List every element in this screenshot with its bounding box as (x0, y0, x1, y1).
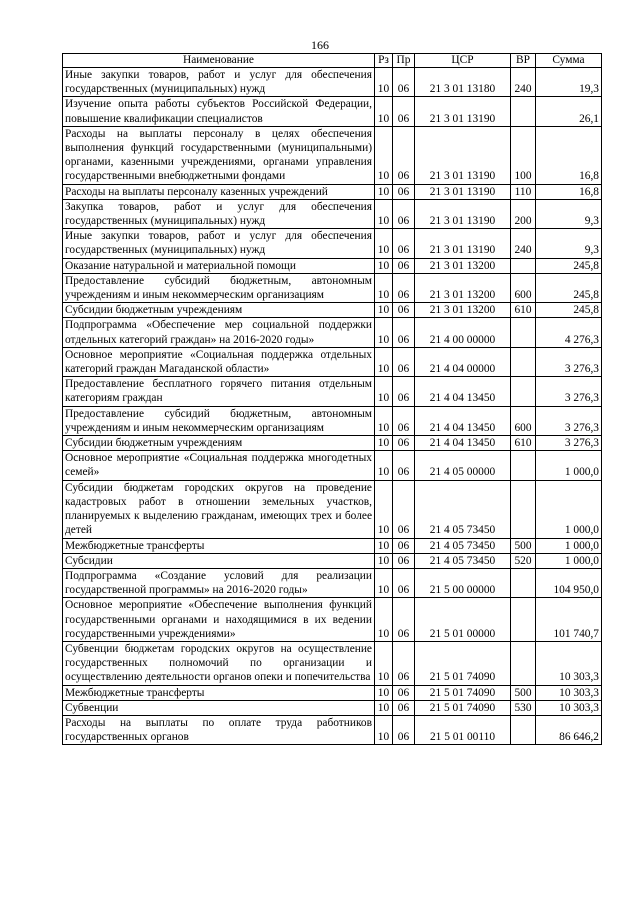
row-vr (511, 377, 536, 406)
row-csr: 21 3 01 13190 (415, 199, 511, 228)
row-name: Предоставление бесплатного горячего питания отдельным категориям граждан (63, 377, 375, 406)
row-name: Субвенции бюджетам городских округов на осуществление государственных полномочий по организации и осуществлению деятельности органов опеки и попечительства (63, 641, 375, 685)
table-row (63, 700, 602, 715)
row-pr: 06 (393, 377, 415, 406)
table-row (63, 451, 602, 480)
row-pr: 06 (393, 715, 415, 744)
row-name: Межбюджетные трансферты (63, 538, 375, 553)
row-csr: 21 5 01 74090 (415, 685, 511, 700)
row-name: Основное мероприятие «Социальная поддержка многодетных семей» (63, 451, 375, 480)
row-pr: 06 (393, 406, 415, 435)
row-csr: 21 5 01 00110 (415, 715, 511, 744)
row-pr: 06 (393, 347, 415, 376)
row-vr: 600 (511, 273, 536, 302)
row-name: Субсидии бюджетным учреждениям (63, 436, 375, 451)
row-name: Изучение опыта работы субъектов Российской Федерации, повышение квалификации специалистов (63, 97, 375, 126)
row-csr: 21 3 01 13180 (415, 68, 511, 97)
row-sum: 4 276,3 (536, 318, 602, 347)
row-vr (511, 97, 536, 126)
row-name: Предоставление субсидий бюджетным, автономным учреждениям и иным некоммерческим организациям (63, 273, 375, 302)
row-rz: 10 (375, 568, 393, 597)
row-pr: 06 (393, 451, 415, 480)
row-pr: 06 (393, 538, 415, 553)
table-row (63, 199, 602, 228)
table-header-row (63, 54, 602, 68)
row-rz: 10 (375, 199, 393, 228)
row-rz: 10 (375, 303, 393, 318)
row-vr: 500 (511, 685, 536, 700)
header-csr: ЦСР (415, 54, 511, 68)
row-vr: 530 (511, 700, 536, 715)
row-sum: 3 276,3 (536, 347, 602, 376)
table-row (63, 480, 602, 538)
header-name: Наименование (63, 54, 375, 68)
row-name: Иные закупки товаров, работ и услуг для обеспечения государственных (муниципальных) нужд (63, 68, 375, 97)
row-vr (511, 480, 536, 538)
row-pr: 06 (393, 641, 415, 685)
table-row (63, 258, 602, 273)
row-sum: 101 740,7 (536, 598, 602, 642)
row-rz: 10 (375, 97, 393, 126)
row-vr (511, 598, 536, 642)
row-vr (511, 568, 536, 597)
row-pr: 06 (393, 97, 415, 126)
row-csr: 21 3 01 13190 (415, 126, 511, 184)
row-rz: 10 (375, 406, 393, 435)
row-pr: 06 (393, 126, 415, 184)
row-sum: 1 000,0 (536, 538, 602, 553)
table-row (63, 436, 602, 451)
table-row (63, 685, 602, 700)
row-vr: 610 (511, 436, 536, 451)
row-sum: 245,8 (536, 303, 602, 318)
row-vr: 200 (511, 199, 536, 228)
row-csr: 21 4 04 00000 (415, 347, 511, 376)
row-sum: 245,8 (536, 258, 602, 273)
row-sum: 19,3 (536, 68, 602, 97)
header-rz: Рз (375, 54, 393, 68)
row-name: Предоставление субсидий бюджетным, автономным учреждениям и иным некоммерческим организациям (63, 406, 375, 435)
row-name: Подпрограмма «Создание условий для реализации государственной программы» на 2016-2020 годы» (63, 568, 375, 597)
row-name: Субсидии бюджетам городских округов на проведение кадастровых работ в отношении земельных участков, планируемых к выделению гражданам, имеющих трех и более детей (63, 480, 375, 538)
row-name: Субсидии (63, 553, 375, 568)
row-sum: 3 276,3 (536, 436, 602, 451)
row-pr: 06 (393, 436, 415, 451)
row-csr: 21 5 01 74090 (415, 700, 511, 715)
row-rz: 10 (375, 229, 393, 258)
row-name: Субвенции (63, 700, 375, 715)
row-sum: 9,3 (536, 229, 602, 258)
row-rz: 10 (375, 436, 393, 451)
row-rz: 10 (375, 258, 393, 273)
row-rz: 10 (375, 451, 393, 480)
row-csr: 21 3 01 13200 (415, 303, 511, 318)
row-csr: 21 4 05 73450 (415, 553, 511, 568)
row-rz: 10 (375, 700, 393, 715)
row-sum: 1 000,0 (536, 553, 602, 568)
row-name: Закупка товаров, работ и услуг для обеспечения государственных (муниципальных) нужд (63, 199, 375, 228)
row-vr (511, 347, 536, 376)
row-pr: 06 (393, 199, 415, 228)
row-name: Иные закупки товаров, работ и услуг для обеспечения государственных (муниципальных) нужд (63, 229, 375, 258)
header-vr: ВР (511, 54, 536, 68)
table-row (63, 318, 602, 347)
row-name: Расходы на выплаты персоналу казенных учреждений (63, 184, 375, 199)
table-row (63, 406, 602, 435)
row-sum: 26,1 (536, 97, 602, 126)
row-rz: 10 (375, 685, 393, 700)
row-vr: 600 (511, 406, 536, 435)
table-row (63, 377, 602, 406)
row-pr: 06 (393, 258, 415, 273)
row-vr (511, 258, 536, 273)
row-csr: 21 3 01 13190 (415, 229, 511, 258)
row-vr: 240 (511, 68, 536, 97)
row-pr: 06 (393, 700, 415, 715)
row-name: Оказание натуральной и материальной помощи (63, 258, 375, 273)
table-row (63, 126, 602, 184)
row-sum: 86 646,2 (536, 715, 602, 744)
table-row (63, 641, 602, 685)
row-csr: 21 5 00 00000 (415, 568, 511, 597)
row-sum: 9,3 (536, 199, 602, 228)
row-csr: 21 4 04 13450 (415, 436, 511, 451)
page-number: 166 (311, 38, 329, 52)
row-vr: 240 (511, 229, 536, 258)
row-pr: 06 (393, 303, 415, 318)
row-vr: 100 (511, 126, 536, 184)
row-csr: 21 3 01 13200 (415, 258, 511, 273)
row-name: Расходы на выплаты по оплате труда работников государственных органов (63, 715, 375, 744)
row-rz: 10 (375, 480, 393, 538)
header-pr: Пр (393, 54, 415, 68)
table-row (63, 715, 602, 744)
row-rz: 10 (375, 184, 393, 199)
row-vr (511, 641, 536, 685)
row-name: Субсидии бюджетным учреждениям (63, 303, 375, 318)
row-csr: 21 4 05 00000 (415, 451, 511, 480)
table-row (63, 184, 602, 199)
row-rz: 10 (375, 318, 393, 347)
row-pr: 06 (393, 568, 415, 597)
row-csr: 21 3 01 13200 (415, 273, 511, 302)
row-sum: 10 303,3 (536, 685, 602, 700)
row-sum: 104 950,0 (536, 568, 602, 597)
row-pr: 06 (393, 318, 415, 347)
row-pr: 06 (393, 184, 415, 199)
table-row (63, 347, 602, 376)
row-sum: 3 276,3 (536, 406, 602, 435)
row-csr: 21 5 01 00000 (415, 598, 511, 642)
row-name: Межбюджетные трансферты (63, 685, 375, 700)
table-row (63, 229, 602, 258)
row-sum: 1 000,0 (536, 451, 602, 480)
row-vr (511, 451, 536, 480)
row-name: Основное мероприятие «Социальная поддержка отдельных категорий граждан Магаданской области» (63, 347, 375, 376)
row-vr (511, 318, 536, 347)
row-vr: 610 (511, 303, 536, 318)
row-rz: 10 (375, 553, 393, 568)
row-rz: 10 (375, 598, 393, 642)
row-sum: 16,8 (536, 184, 602, 199)
row-vr: 520 (511, 553, 536, 568)
row-vr: 500 (511, 538, 536, 553)
table-row (63, 68, 602, 97)
row-rz: 10 (375, 538, 393, 553)
row-vr (511, 715, 536, 744)
row-pr: 06 (393, 480, 415, 538)
table-row (63, 273, 602, 302)
row-csr: 21 3 01 13190 (415, 184, 511, 199)
row-rz: 10 (375, 273, 393, 302)
table-row (63, 598, 602, 642)
row-csr: 21 4 05 73450 (415, 480, 511, 538)
row-rz: 10 (375, 377, 393, 406)
row-csr: 21 4 04 13450 (415, 406, 511, 435)
row-rz: 10 (375, 126, 393, 184)
row-pr: 06 (393, 229, 415, 258)
row-sum: 1 000,0 (536, 480, 602, 538)
row-csr: 21 4 04 13450 (415, 377, 511, 406)
row-pr: 06 (393, 598, 415, 642)
row-pr: 06 (393, 553, 415, 568)
row-sum: 3 276,3 (536, 377, 602, 406)
row-sum: 16,8 (536, 126, 602, 184)
row-csr: 21 4 00 00000 (415, 318, 511, 347)
budget-table (62, 53, 602, 745)
table-row (63, 538, 602, 553)
row-sum: 10 303,3 (536, 700, 602, 715)
row-pr: 06 (393, 273, 415, 302)
header-sum: Сумма (536, 54, 602, 68)
row-csr: 21 3 01 13190 (415, 97, 511, 126)
row-rz: 10 (375, 68, 393, 97)
row-rz: 10 (375, 715, 393, 744)
row-pr: 06 (393, 68, 415, 97)
row-rz: 10 (375, 347, 393, 376)
table-row (63, 553, 602, 568)
row-sum: 245,8 (536, 273, 602, 302)
table-row (63, 568, 602, 597)
row-csr: 21 5 01 74090 (415, 641, 511, 685)
row-name: Подпрограмма «Обеспечение мер социальной поддержки отдельных категорий граждан» на 2016-2020 годы» (63, 318, 375, 347)
row-name: Основное мероприятие «Обеспечение выполнения функций государственными органами и находящимися в их ведении государственными учреждениями» (63, 598, 375, 642)
row-csr: 21 4 05 73450 (415, 538, 511, 553)
row-rz: 10 (375, 641, 393, 685)
table-row (63, 97, 602, 126)
row-name: Расходы на выплаты персоналу в целях обеспечения выполнения функций государственными (муниципальными) органами, казенными учреждениями, органами управления государственными внебюджетными фондами (63, 126, 375, 184)
table-row (63, 303, 602, 318)
row-vr: 110 (511, 184, 536, 199)
row-sum: 10 303,3 (536, 641, 602, 685)
row-pr: 06 (393, 685, 415, 700)
